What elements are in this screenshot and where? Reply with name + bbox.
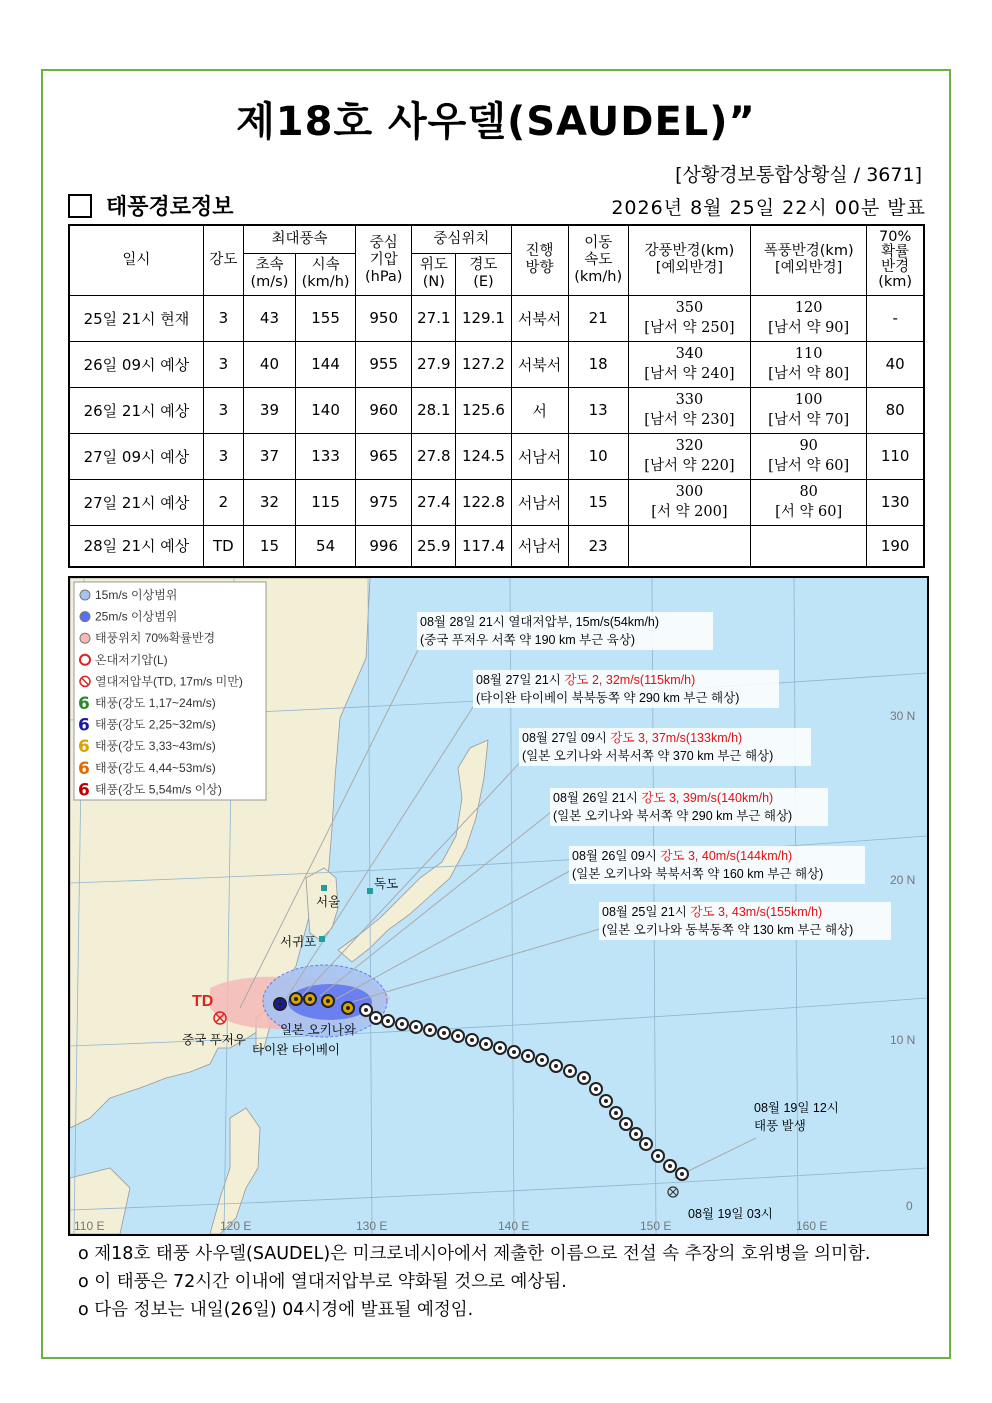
col-pressure: 중심 기압 (hPa) [356,225,412,295]
seogwipo-marker [319,936,325,942]
col-speed: 이동 속도 (km/h) [568,225,628,295]
cell-kmh: 144 [296,341,356,387]
annotation-line1 [522,730,742,745]
annotation-line2: (일본 오키나와 동북동쪽 약 130 km 부근 해상) [602,923,854,937]
cell-direction: 서북서 [511,341,568,387]
cell-lon: 117.4 [456,525,511,567]
annotation-intensity: 강도 2, 32m/s(115km/h) [564,673,696,687]
label-dokdo: 독도 [374,877,399,891]
cell-speed: 15 [568,479,628,525]
origin-label: 08월 19일 03시 [688,1207,773,1221]
annotation-intensity: 강도 3, 40m/s(144km/h) [660,849,793,863]
annotation-line1 [553,790,773,805]
radius-exception: [서 약 200] [651,504,728,520]
radius-value: 80 [799,484,818,500]
col-lat: 위도 (N) [412,253,456,295]
cell-intensity: 3 [203,387,243,433]
table-row [69,341,924,387]
legend-circle-icon [80,590,90,600]
col-datetime: 일시 [69,225,203,295]
cell-speed: 13 [568,387,628,433]
cell-kmh: 155 [296,295,356,341]
svg-text:30 N: 30 N [890,709,916,723]
cell-ms: 32 [243,479,295,525]
col-ms: 초속 (m/s) [243,253,295,295]
annotation-time: 08월 26일 09시 [572,849,661,863]
cell-storm-radius [751,433,867,479]
cell-pressure: 965 [356,433,412,479]
cell-lat: 25.9 [412,525,456,567]
annotation-time: 08월 25일 21시 [602,905,691,919]
legend-label: 태풍(강도 4,44~53m/s) [95,760,216,775]
radius-exception: [남서 약 230] [644,412,735,428]
annotation-line1 [476,672,695,687]
cell-gale-radius [628,433,750,479]
cell-speed: 21 [568,295,628,341]
cell-lat: 27.8 [412,433,456,479]
cell-lon: 122.8 [456,479,511,525]
label-seogwipo: 서귀포 [280,935,317,949]
cell-pressure: 955 [356,341,412,387]
radius-value: 100 [794,392,823,408]
radius-exception: [남서 약 90] [768,320,850,336]
cell-datetime: 26일 09시 예상 [69,341,203,387]
land-philippines [210,1108,260,1234]
legend-label: 태풍(강도 3,33~43m/s) [95,739,216,754]
col-max-wind: 최대풍속 [243,225,355,253]
cell-datetime: 27일 09시 예상 [69,433,203,479]
legend-typhoon-icon: 6 [78,694,90,714]
radius-exception: [남서 약 240] [644,366,735,382]
map-canvas [70,578,927,1234]
svg-text:0: 0 [906,1199,913,1213]
svg-text:160 E: 160 E [796,1219,828,1233]
col-intensity: 강도 [203,225,243,295]
label-okinawa: 일본 오키나와 [280,1023,356,1037]
cell-storm-radius [751,525,867,567]
section-heading [68,190,234,221]
radius-exception: [남서 약 60] [768,458,850,474]
cell-datetime: 28일 21시 예상 [69,525,203,567]
radius-value: 320 [675,438,704,454]
cell-intensity: 2 [203,479,243,525]
col-prob: 70% 확률 반경 (km) [867,225,924,295]
col-gale-radius: 강풍반경(km) [예외반경] [628,225,750,295]
legend-typhoon-icon: 6 [78,758,90,779]
cell-lon: 125.6 [456,387,511,433]
cell-prob: 80 [867,387,924,433]
col-storm-radius: 폭풍반경(km) [예외반경] [751,225,867,295]
issued-time: 2026년 8월 25일 22시 00분 발표 [611,197,926,219]
cell-gale-radius [628,479,750,525]
legend-label: 태풍위치 70%확률반경 [95,631,216,646]
cell-ms: 39 [243,387,295,433]
radius-value: 90 [799,438,818,454]
annotation-time: 08월 27일 09시 [522,731,611,745]
radius-exception: [남서 약 70] [768,412,850,428]
table-row [69,387,924,433]
section-title: 태풍경로정보 [106,195,234,220]
cell-ms: 40 [243,341,295,387]
cell-prob: 130 [867,479,924,525]
annotation-line1 [602,904,822,919]
cell-storm-radius [751,479,867,525]
annotation-intensity: 강도 3, 39m/s(140km/h) [641,791,774,805]
dokdo-marker [367,888,373,894]
cell-intensity: 3 [203,341,243,387]
cell-ms: 43 [243,295,295,341]
cell-direction: 서남서 [511,525,568,567]
table-row [69,433,924,479]
label-taipei: 타이완 타이베이 [252,1043,340,1057]
cell-lon: 124.5 [456,433,511,479]
legend-label: 25m/s 이상범위 [95,609,178,624]
cell-gale-radius [628,295,750,341]
annotation-line1 [572,848,792,863]
checkbox-icon [68,194,92,218]
cell-ms: 15 [243,525,295,567]
col-direction: 진행 방향 [511,225,568,295]
table-row [69,295,924,341]
page-title: 제18호 사우델(SAUDEL)” [236,99,756,145]
annotation-line2: (일본 오키나와 북북서쪽 약 160 km 부근 해상) [572,867,824,881]
cell-intensity: 3 [203,433,243,479]
cell-pressure: 996 [356,525,412,567]
svg-text:150 E: 150 E [640,1219,672,1233]
svg-text:130 E: 130 E [356,1219,388,1233]
cell-storm-radius [751,387,867,433]
annotation-line1: 08월 28일 21시 열대저압부, 15m/s(54km/h) [420,615,660,629]
legend-circle-icon [80,612,90,622]
radius-exception: [남서 약 250] [644,320,735,336]
annotation-time: 08월 27일 21시 [476,673,565,687]
cell-speed: 18 [568,341,628,387]
cell-pressure: 950 [356,295,412,341]
cell-lat: 28.1 [412,387,456,433]
cell-prob: 190 [867,525,924,567]
cell-direction: 서남서 [511,479,568,525]
genesis-line2: 태풍 발생 [754,1119,806,1133]
cell-speed: 10 [568,433,628,479]
seoul-marker [321,885,327,891]
annotation-line2: (타이완 타이베이 북북동쪽 약 290 km 부근 해상) [476,691,740,705]
note-2: o 이 태풍은 72시간 이내에 열대저압부로 약화될 것으로 예상됨. [78,1272,567,1292]
legend-typhoon-icon: 6 [78,780,90,801]
annotation-line2: (중국 푸저우 서쪽 약 190 km 부근 육상) [420,633,636,647]
table-row [69,525,924,567]
typhoon-track-map [68,576,929,1236]
label-td: TD [192,993,214,1010]
cell-prob: 110 [867,433,924,479]
genesis-line1: 08월 19일 12시 [754,1101,839,1115]
radius-exception: [남서 약 80] [768,366,850,382]
svg-text:20 N: 20 N [890,873,916,887]
svg-text:140 E: 140 E [498,1219,530,1233]
table-row [69,479,924,525]
cell-intensity: TD [203,525,243,567]
legend-circle-icon [80,633,90,643]
cell-ms: 37 [243,433,295,479]
cell-datetime: 26일 21시 예상 [69,387,203,433]
legend-typhoon-icon: 6 [78,715,90,736]
cell-direction: 서 [511,387,568,433]
radius-value: 300 [675,484,704,500]
note-1: o 제18호 태풍 사우델(SAUDEL)은 미크로네시아에서 제출한 이름으로 전설 속 추장의 호위병을 의미함. [78,1244,871,1264]
radius-value: 350 [675,300,704,316]
cell-datetime: 27일 21시 예상 [69,479,203,525]
col-kmh: 시속 (km/h) [296,253,356,295]
col-lon: 경도 (E) [456,253,511,295]
cell-intensity: 3 [203,295,243,341]
cell-lon: 129.1 [456,295,511,341]
annotation-line2: (일본 오키나와 서북서쪽 약 370 km 부근 해상) [522,749,774,763]
radius-value: 340 [675,346,704,362]
cell-gale-radius [628,525,750,567]
radius-value: 110 [794,346,823,362]
cell-kmh: 115 [296,479,356,525]
office-label: [상황경보통합상황실 / 3671] [675,164,922,186]
cell-gale-radius [628,341,750,387]
cell-prob: 40 [867,341,924,387]
cell-kmh: 133 [296,433,356,479]
radius-exception: [남서 약 220] [644,458,735,474]
cell-prob: - [867,295,924,341]
legend-label: 태풍(강도 1,17~24m/s) [95,696,216,710]
cell-direction: 서북서 [511,295,568,341]
radius-value: 330 [675,392,704,408]
annotation-intensity: 강도 3, 43m/s(155km/h) [690,905,823,919]
annotation-time: 08월 26일 21시 [553,791,642,805]
notes [78,1240,870,1324]
col-center: 중심위치 [412,225,511,253]
cell-lat: 27.9 [412,341,456,387]
legend-label: 태풍(강도 2,25~32m/s) [95,717,216,732]
annotation-line2: (일본 오키나와 북서쪽 약 290 km 부근 해상) [553,809,793,823]
annotation-intensity: 강도 3, 37m/s(133km/h) [610,731,743,745]
cell-pressure: 960 [356,387,412,433]
label-fuzhou: 중국 푸저우 [182,1033,246,1047]
cell-lat: 27.4 [412,479,456,525]
radius-exception: [서 약 60] [775,504,843,520]
cell-storm-radius [751,341,867,387]
map-legend [74,582,266,800]
cell-lon: 127.2 [456,341,511,387]
svg-text:110 E: 110 E [74,1219,105,1233]
cell-kmh: 140 [296,387,356,433]
typhoon-track-table [68,224,925,568]
note-3: o 다음 정보는 내일(26일) 04시경에 발표될 예정임. [78,1300,474,1320]
radius-value: 120 [794,300,823,316]
cell-pressure: 975 [356,479,412,525]
legend-label: 열대저압부(TD, 17m/s 미만) [95,674,243,689]
cell-datetime: 25일 21시 현재 [69,295,203,341]
cell-direction: 서남서 [511,433,568,479]
cell-kmh: 54 [296,525,356,567]
cell-speed: 23 [568,525,628,567]
label-seoul: 서울 [316,895,341,909]
legend-label: 태풍(강도 5,54m/s 이상) [95,782,222,797]
svg-text:120 E: 120 E [220,1219,252,1233]
legend-typhoon-icon: 6 [78,737,90,758]
table-body [69,295,924,567]
cell-lat: 27.1 [412,295,456,341]
cell-gale-radius [628,387,750,433]
land-japan [338,740,488,962]
svg-text:10 N: 10 N [890,1033,916,1047]
cell-storm-radius [751,295,867,341]
legend-label: 온대저기압(L) [95,652,168,667]
legend-label: 15m/s 이상범위 [95,588,178,602]
